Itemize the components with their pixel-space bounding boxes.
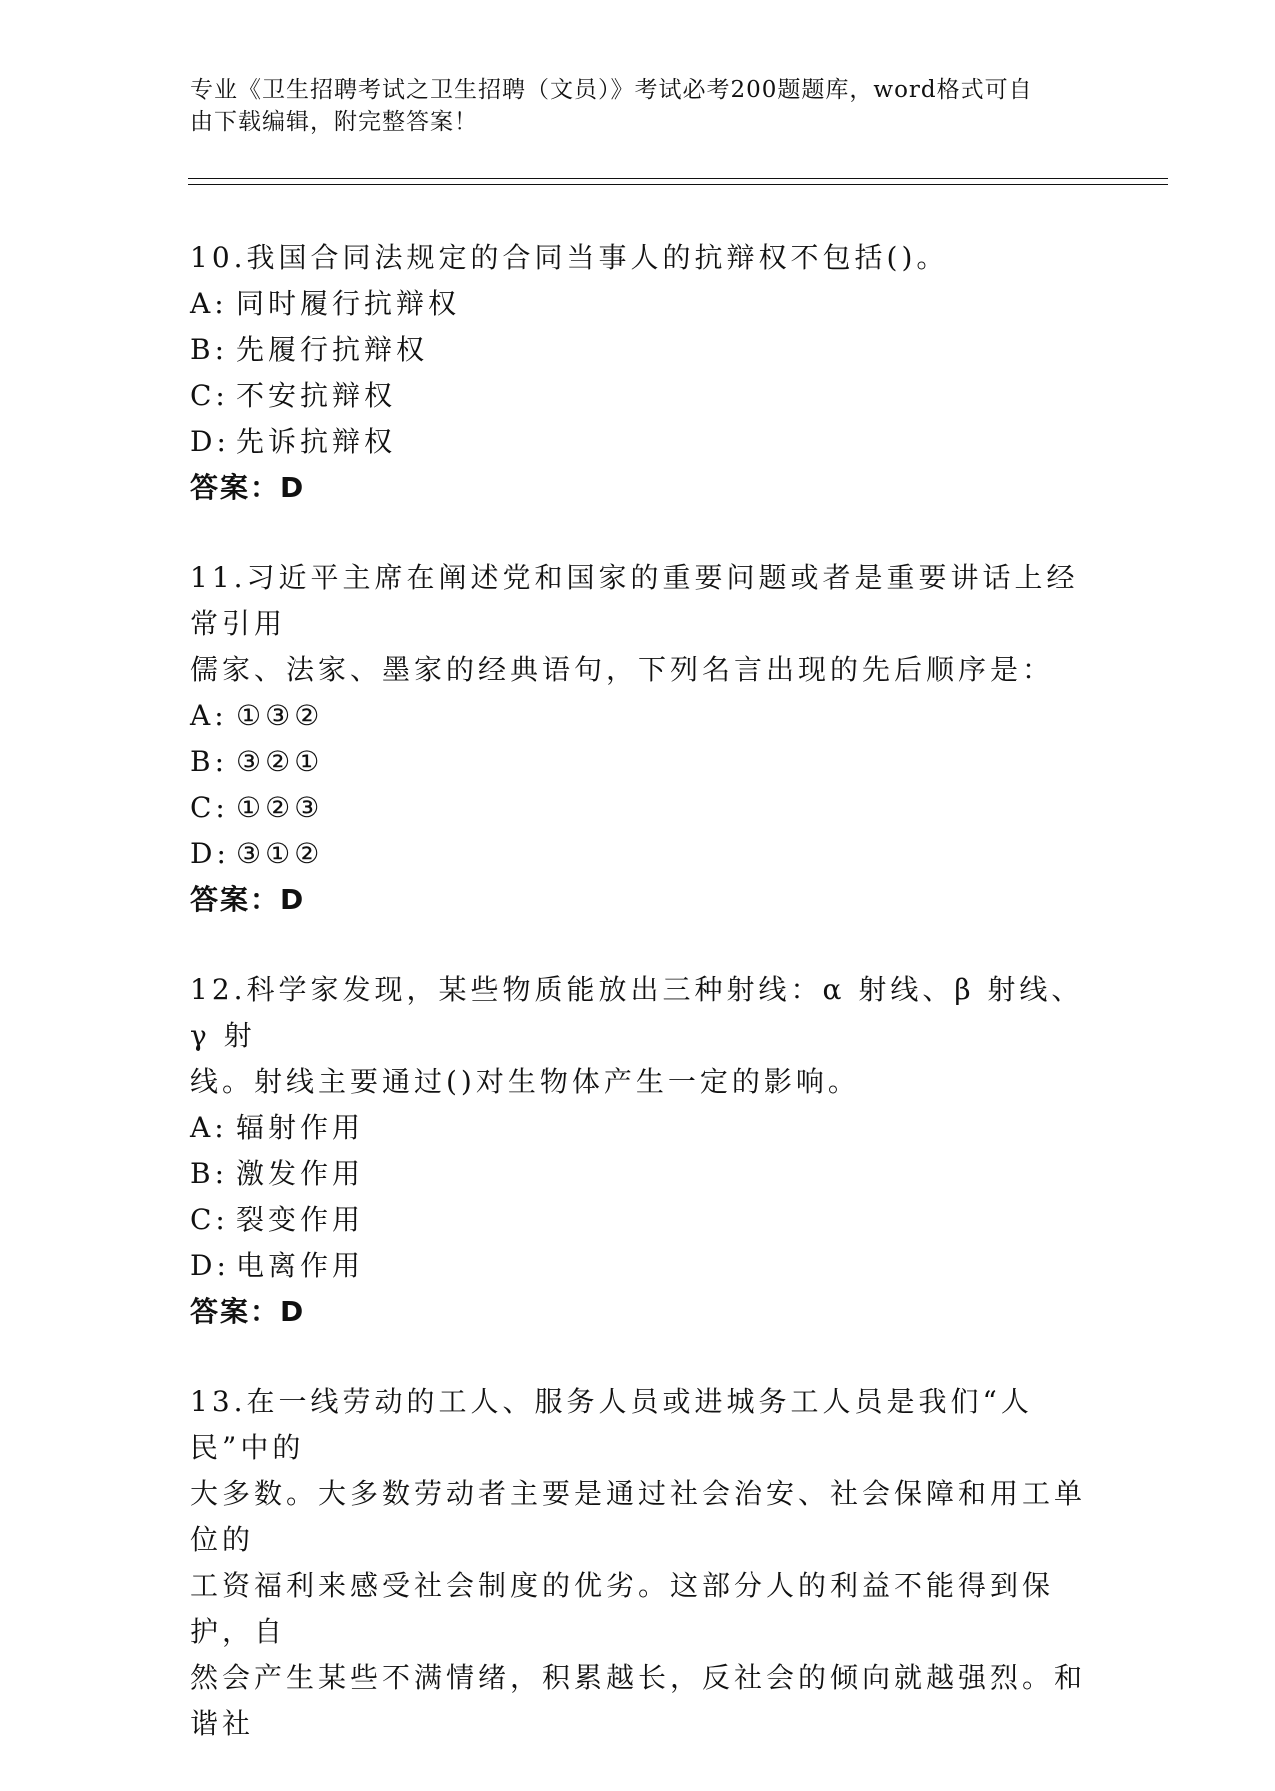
option-a <box>190 1105 1090 1151</box>
option-text: 同时履行抗辩权 <box>236 287 461 320</box>
option-text: 先诉抗辩权 <box>236 425 397 458</box>
option-text: ①②③ <box>236 791 324 824</box>
question-text-line-4: 然会产生某些不满情绪，积累越长，反社会的倾向就越强烈。和谐社 <box>190 1661 1087 1740</box>
option-d <box>190 831 1090 877</box>
header-divider <box>188 178 1168 185</box>
option-letter: A: <box>190 1111 228 1144</box>
option-letter: A: <box>190 699 228 732</box>
option-letter: B: <box>190 333 229 366</box>
option-letter: A: <box>190 287 228 320</box>
option-text: ①③② <box>236 699 324 732</box>
question-13 <box>190 1379 1090 1747</box>
option-letter: C: <box>190 1203 229 1236</box>
option-letter: D: <box>190 1249 230 1282</box>
question-11 <box>190 555 1090 923</box>
question-12 <box>190 967 1090 1335</box>
option-c <box>190 373 1090 419</box>
option-letter: C: <box>190 379 229 412</box>
question-list <box>190 235 1090 1791</box>
option-b <box>190 327 1090 373</box>
option-a <box>190 693 1090 739</box>
option-letter: D: <box>190 837 230 870</box>
option-letter: C: <box>190 791 229 824</box>
question-text-line-2: 儒家、法家、墨家的经典语句，下列名言出现的先后顺序是： <box>190 653 1055 686</box>
question-10 <box>190 235 1090 511</box>
option-d <box>190 419 1090 465</box>
question-text-line-2: 线。射线主要通过()对生物体产生一定的影响。 <box>190 1065 860 1098</box>
option-text: 辐射作用 <box>236 1111 365 1144</box>
option-a <box>190 281 1090 327</box>
document-header <box>190 74 1090 138</box>
option-letter: D: <box>190 425 230 458</box>
answer-line: 答案：D <box>190 1295 306 1328</box>
question-text-line-1: 13.在一线劳动的工人、服务人员或进城务工人员是我们“人民”中的 <box>190 1385 1033 1464</box>
question-text-line-2: 大多数。大多数劳动者主要是通过社会治安、社会保障和用工单位的 <box>190 1477 1087 1556</box>
answer-line: 答案：D <box>190 883 306 916</box>
question-text-line-3: 工资福利来感受社会制度的优劣。这部分人的利益不能得到保护，自 <box>190 1569 1055 1648</box>
option-text: ③②① <box>236 745 324 778</box>
question-text: 10.我国合同法规定的合同当事人的抗辩权不包括()。 <box>190 241 949 274</box>
option-c <box>190 785 1090 831</box>
option-letter: B: <box>190 1157 229 1190</box>
header-line-2: 由下载编辑，附完整答案！ <box>190 109 478 135</box>
option-b <box>190 1151 1090 1197</box>
option-b <box>190 739 1090 785</box>
answer-line: 答案：D <box>190 471 306 504</box>
question-text-line-1: 11.习近平主席在阐述党和国家的重要问题或者是重要讲话上经常引用 <box>190 561 1079 640</box>
option-letter: B: <box>190 745 229 778</box>
option-text: 裂变作用 <box>236 1203 365 1236</box>
option-c <box>190 1197 1090 1243</box>
question-text-line-1: 12.科学家发现，某些物质能放出三种射线：α 射线、β 射线、γ 射 <box>190 973 1084 1052</box>
option-text: ③①② <box>236 837 324 870</box>
option-text: 激发作用 <box>236 1157 365 1190</box>
option-text: 电离作用 <box>236 1249 365 1282</box>
option-d <box>190 1243 1090 1289</box>
header-line-1: 专业《卫生招聘考试之卫生招聘（文员）》考试必考200题题库，word格式可自 <box>190 77 1033 103</box>
option-text: 不安抗辩权 <box>236 379 397 412</box>
option-text: 先履行抗辩权 <box>236 333 429 366</box>
